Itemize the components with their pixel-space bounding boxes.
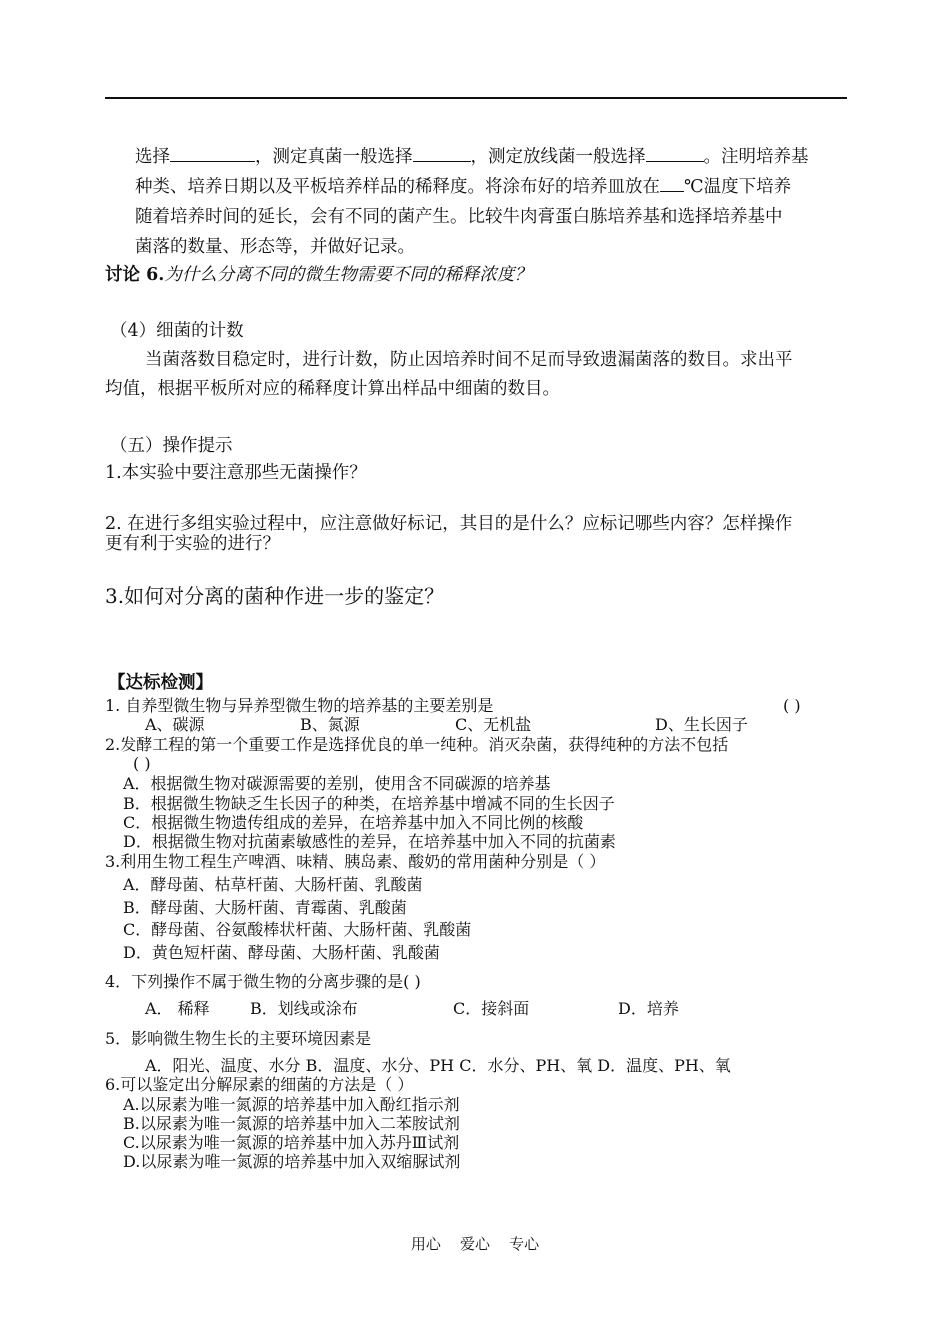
- test-q3-option-a: A．酵母菌、枯草杆菌、大肠杆菌、乳酸菌: [123, 875, 423, 894]
- tips-question-2-line-1: 2. 在进行多组实验过程中，应注意做好标记，其目的是什么？应标记哪些内容？怎样操作: [105, 514, 793, 534]
- step-text: 种类、培养日期以及平板培养样品的稀释度。将涂布好的培养皿放在: [135, 177, 660, 197]
- test-q3-stem: 3.利用生物工程生产啤酒、味精、胰岛素、酸奶的常用菌种分别是（ ）: [105, 852, 606, 871]
- test-q4-option-d: D．培养: [618, 999, 679, 1018]
- test-q3-option-c: C．酵母菌、谷氨酸棒状杆菌、大肠杆菌、乳酸菌: [123, 920, 472, 939]
- test-q4-stem: 4．下列操作不属于微生物的分离步骤的是( ): [105, 972, 421, 991]
- discussion-6: [105, 267, 532, 285]
- test-q1-option-b: B、氮源: [300, 715, 360, 734]
- header-rule: [105, 97, 847, 99]
- test-q6-option-a: A.以尿素为唯一氮源的培养基中加入酚红指示剂: [123, 1095, 460, 1114]
- test-q6-option-d: D.以尿素为唯一氮源的培养基中加入双缩脲试剂: [123, 1152, 461, 1171]
- count-line-1: 当菌落数目稳定时，进行计数，防止因培养时间不足而导致遗漏菌落的数目。求出平: [145, 350, 793, 370]
- test-q1-option-d: D、生长因子: [655, 715, 748, 734]
- fill-blank[interactable]: [660, 190, 684, 192]
- fill-blank[interactable]: [413, 160, 471, 162]
- tips-question-1: 1.本实验中要注意那些无菌操作？: [105, 463, 367, 483]
- test-q2-option-a: A．根据微生物对碳源需要的差别，使用含不同碳源的培养基: [123, 774, 551, 793]
- test-q2-option-b: B．根据微生物缺乏生长因子的种类，在培养基中增减不同的生长因子: [123, 794, 615, 813]
- test-q4-option-c: C．接斜面: [453, 999, 530, 1018]
- count-heading: （4）细菌的计数: [110, 321, 244, 341]
- step-line-1: [135, 149, 809, 167]
- test-q1-option-c: C、无机盐: [455, 715, 532, 734]
- step-text: ，测定放线菌一般选择: [470, 147, 646, 167]
- test-heading: 【达标检测】: [108, 673, 213, 693]
- tips-question-3: 3.如何对分离的菌种作进一步的鉴定？: [105, 584, 445, 608]
- fill-blank[interactable]: [646, 160, 704, 162]
- step-line-2: [135, 179, 791, 197]
- test-q3-option-d: D．黄色短杆菌、酵母菌、大肠杆菌、乳酸菌: [123, 943, 440, 962]
- test-q1-stem: 1. 自养型微生物与异养型微生物的培养基的主要差别是: [105, 696, 494, 715]
- fill-blank[interactable]: [170, 160, 255, 162]
- test-q4-option-b: B．划线或涂布: [250, 999, 358, 1018]
- test-q4-option-a: A． 稀释: [145, 999, 210, 1018]
- test-q2-stem: 2.发酵工程的第一个重要工作是选择优良的单一纯种。消灭杂菌，获得纯种的方法不包括: [105, 735, 729, 754]
- step-text: 。注明培养基: [703, 147, 809, 167]
- count-line-2: 均值，根据平板所对应的稀释度计算出样品中细菌的数目。: [105, 379, 560, 399]
- step-text: ，测定真菌一般选择: [255, 147, 413, 167]
- test-q6-option-c: C.以尿素为唯一氮源的培养基中加入苏丹Ⅲ试剂: [123, 1133, 460, 1152]
- test-q2-answer-paren[interactable]: ( ): [133, 754, 151, 773]
- step-text: ℃温度下培养: [684, 177, 792, 197]
- test-q6-option-b: B.以尿素为唯一氮源的培养基中加入二苯胺试剂: [123, 1114, 460, 1133]
- discussion-text: 为什么分离不同的微生物需要不同的稀释浓度？: [164, 265, 532, 285]
- test-q2-option-c: C．根据微生物遗传组成的差异，在培养基中加入不同比例的核酸: [123, 813, 584, 832]
- test-q1-option-a: A、碳源: [145, 715, 205, 734]
- step-line-3: 随着培养时间的延长，会有不同的菌产生。比较牛肉膏蛋白胨培养基和选择培养基中: [135, 207, 783, 227]
- test-q1-answer-paren[interactable]: ( ): [783, 696, 801, 715]
- test-q2-option-d: D．根据微生物对抗菌素敏感性的差异，在培养基中加入不同的抗菌素: [123, 832, 616, 851]
- test-q6-stem: 6.可以鉴定出分解尿素的细菌的方法是（ ）: [105, 1075, 414, 1094]
- step-text: 选择: [135, 147, 170, 167]
- step-line-4: 菌落的数量、形态等，并做好记录。: [135, 237, 415, 257]
- discussion-label: 讨论 6.: [105, 265, 165, 285]
- tips-heading: （五）操作提示: [110, 436, 233, 456]
- page-footer: 用心 爱心 专心: [410, 1235, 540, 1253]
- test-q3-option-b: B．酵母菌、大肠杆菌、青霉菌、乳酸菌: [123, 898, 407, 917]
- test-q5-stem: 5．影响微生物生长的主要环境因素是: [105, 1029, 372, 1048]
- tips-question-2-line-2: 更有利于实验的进行？: [105, 534, 280, 554]
- test-q5-options: A．阳光、温度、水分 B．温度、水分、PH C．水分、PH、氧 D．温度、PH、氧: [145, 1056, 731, 1075]
